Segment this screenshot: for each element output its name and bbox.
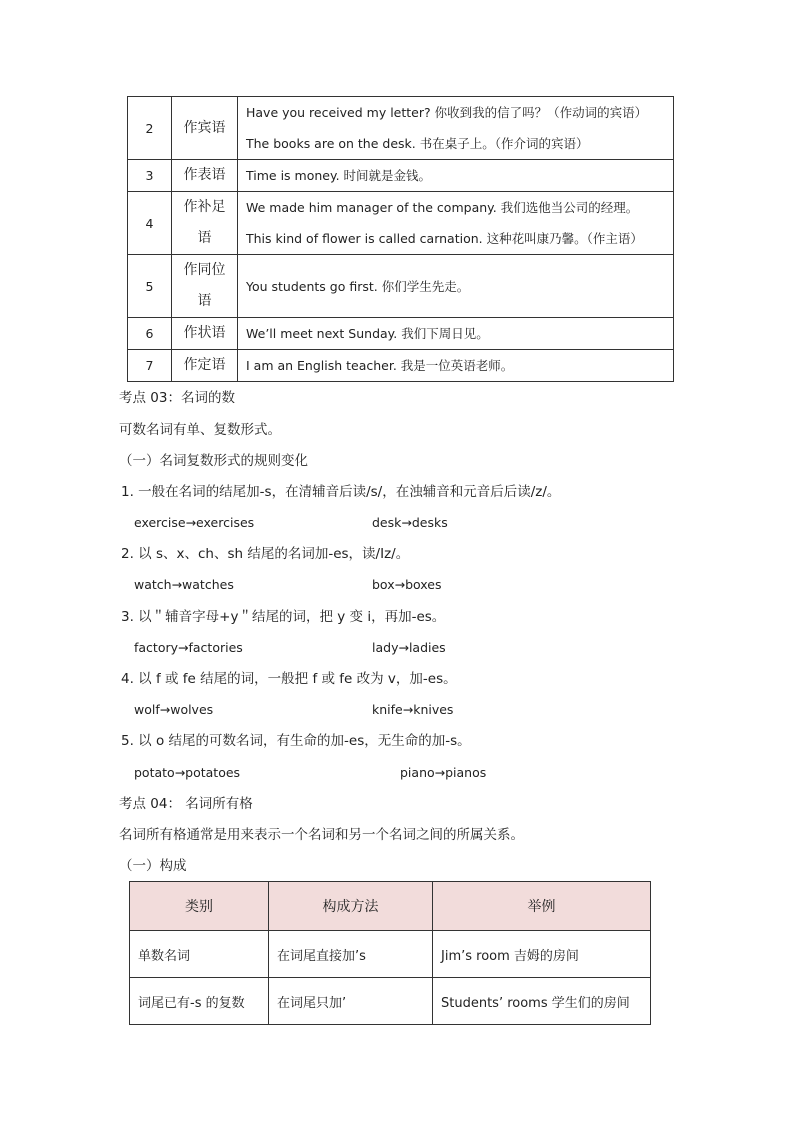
example-word: knife→knives bbox=[372, 702, 454, 717]
table-cell: 词尾已有-s 的复数 bbox=[130, 978, 269, 1025]
table-row bbox=[128, 160, 674, 192]
table-row bbox=[128, 255, 674, 318]
example-word: lady→ladies bbox=[372, 640, 446, 655]
example-sentence: Time is money. 时间就是金钱。 bbox=[246, 168, 432, 183]
row-number: 4 bbox=[128, 192, 172, 255]
row-examples bbox=[238, 350, 674, 382]
example-sentence: Have you received my letter? 你收到我的信了吗？（作动词的宾语） bbox=[246, 105, 648, 120]
section-heading-04: 考点 04： 名词所有格 bbox=[119, 796, 253, 812]
table-row bbox=[130, 978, 651, 1025]
subsection-heading: （一）构成 bbox=[119, 858, 187, 874]
table-cell: 单数名词 bbox=[130, 931, 269, 978]
row-number: 6 bbox=[128, 318, 172, 350]
example-word: exercise→exercises bbox=[134, 515, 255, 530]
section-intro: 名词所有格通常是用来表示一个名词和另一个名词之间的所属关系。 bbox=[119, 827, 524, 843]
example-sentence: I am an English teacher. 我是一位英语老师。 bbox=[246, 358, 514, 373]
table-row bbox=[130, 931, 651, 978]
row-role: 作宾语 bbox=[172, 97, 238, 160]
row-number: 3 bbox=[128, 160, 172, 192]
table-header-row bbox=[130, 882, 651, 931]
example-word: desk→desks bbox=[372, 515, 448, 530]
rule-text: 2. 以 s、x、ch、sh 结尾的名词加-es，读/Iz/。 bbox=[121, 546, 410, 562]
row-role: 作同位 语 bbox=[172, 255, 238, 318]
table-cell: 在词尾直接加’s bbox=[269, 931, 433, 978]
example-word: piano→pianos bbox=[400, 765, 487, 780]
subsection-heading: （一）名词复数形式的规则变化 bbox=[119, 453, 308, 469]
column-header: 构成方法 bbox=[269, 882, 433, 931]
row-examples bbox=[238, 160, 674, 192]
column-header: 举例 bbox=[433, 882, 651, 931]
section-intro: 可数名词有单、复数形式。 bbox=[119, 422, 281, 438]
example-sentence: We’ll meet next Sunday. 我们下周日见。 bbox=[246, 326, 489, 341]
row-role: 作定语 bbox=[172, 350, 238, 382]
row-role: 作状语 bbox=[172, 318, 238, 350]
row-examples bbox=[238, 192, 674, 255]
row-number: 7 bbox=[128, 350, 172, 382]
example-word: potato→potatoes bbox=[134, 765, 241, 780]
rule-text: 3. 以＂辅音字母+y＂结尾的词，把 y 变 i，再加-es。 bbox=[121, 609, 446, 625]
row-role: 作补足 语 bbox=[172, 192, 238, 255]
example-sentence: This kind of flower is called carnation. 这种花叫康乃馨。（作主语） bbox=[246, 231, 643, 246]
noun-function-table bbox=[127, 96, 674, 382]
row-number: 5 bbox=[128, 255, 172, 318]
example-word: wolf→wolves bbox=[134, 702, 214, 717]
row-number: 2 bbox=[128, 97, 172, 160]
row-examples bbox=[238, 318, 674, 350]
table-cell: Jim’s room 吉姆的房间 bbox=[433, 931, 651, 978]
column-header: 类别 bbox=[130, 882, 269, 931]
table-cell: Students’ rooms 学生们的房间 bbox=[433, 978, 651, 1025]
example-word: factory→factories bbox=[134, 640, 243, 655]
section-heading-03: 考点 03：名词的数 bbox=[119, 390, 235, 406]
row-role: 作表语 bbox=[172, 160, 238, 192]
table-row bbox=[128, 318, 674, 350]
example-word: box→boxes bbox=[372, 577, 442, 592]
table-row bbox=[128, 97, 674, 160]
row-examples bbox=[238, 97, 674, 160]
rule-text: 5. 以 o 结尾的可数名词，有生命的加-es，无生命的加-s。 bbox=[121, 733, 471, 749]
table-cell: 在词尾只加’ bbox=[269, 978, 433, 1025]
example-sentence: You students go first. 你们学生先走。 bbox=[246, 278, 470, 294]
rule-text: 4. 以 f 或 fe 结尾的词，一般把 f 或 fe 改为 v，加-es。 bbox=[121, 671, 457, 687]
possessive-table bbox=[129, 881, 651, 1025]
rule-text: 1. 一般在名词的结尾加-s，在清辅音后读/s/，在浊辅音和元音后后读/z/。 bbox=[121, 484, 561, 500]
example-word: watch→watches bbox=[134, 577, 234, 592]
example-sentence: The books are on the desk. 书在桌子上。（作介词的宾语） bbox=[246, 136, 589, 151]
table-row bbox=[128, 192, 674, 255]
example-sentence: We made him manager of the company. 我们选他当公司的经理。 bbox=[246, 200, 639, 215]
table-row bbox=[128, 350, 674, 382]
row-examples bbox=[238, 255, 674, 318]
